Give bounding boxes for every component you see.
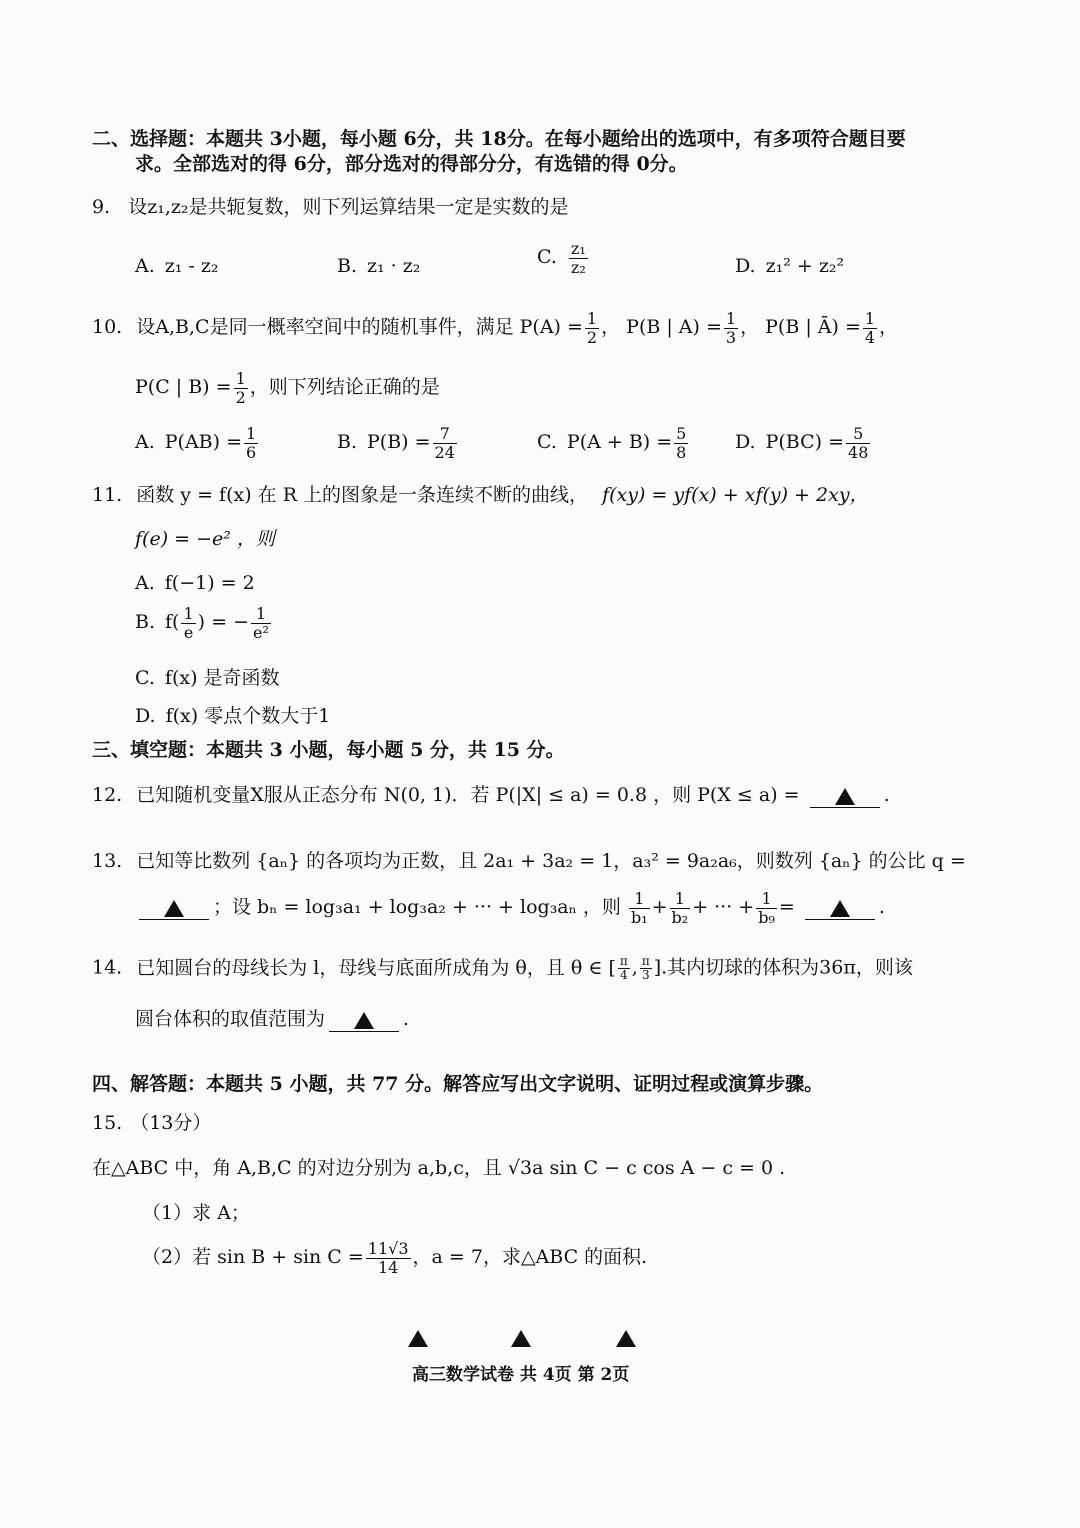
question-9-stem bbox=[92, 196, 568, 219]
triangle-icon bbox=[164, 900, 184, 917]
answer-blank bbox=[810, 784, 880, 808]
q9-option-d: D. z₁² + z₂² bbox=[735, 255, 845, 277]
question-10-stem: 10. 设A,B,C是同一概率空间中的随机事件，满足 P(A) = $\frac{1}{2}$ ， P(B | A) = $\frac{1}{3}$ ， P(B | Ā) = $\frac{1}{4}$ ， bbox=[92, 309, 899, 347]
triangle-icon bbox=[616, 1330, 636, 1347]
question-13-line1: 13. 已知等比数列 {aₙ} 的各项均为正数，且 2a₁ + 3a₂ = 1，a₃² = 9a₂a₆，则数列 {aₙ} 的公比 q = bbox=[92, 850, 966, 872]
triangle-icon bbox=[354, 1012, 374, 1029]
triangle-icon bbox=[408, 1330, 428, 1347]
question-text: 设z₁,z₂是共轭复数，则下列运算结果一定是实数的是 bbox=[128, 196, 569, 218]
footer-triangle-right bbox=[616, 1328, 636, 1347]
question-11-stem-line2: f(e) = −e² ，则 bbox=[135, 528, 275, 550]
q11-option-d: D. f(x) 零点个数大于1 bbox=[135, 705, 331, 727]
question-15-stem: 在△ABC 中，角 A,B,C 的对边分别为 a,b,c，且 √3a sin C − c cos A − c = 0 . bbox=[92, 1157, 786, 1179]
question-14-line1: 14. 已知圆台的母线长为 l，母线与底面所成角为 θ，且 θ ∈ [ $\frac{\pi}{4}$ , $\frac{\pi}{3}$ ].其内切球的体积为36π，则该 bbox=[92, 954, 913, 983]
q11-option-c: C. f(x) 是奇函数 bbox=[135, 667, 280, 689]
answer-blank bbox=[805, 896, 875, 920]
q11-option-b: B. f( $\frac{1}{e}$ ) = − $\frac{1}{\text{e²}}$ bbox=[135, 604, 269, 642]
question-13-line2: ；设 bₙ = log₃a₁ + log₃a₂ + ··· + log₃aₙ ，则 $\frac{1}{\text{b₁}}$ + $\frac{1}{\text{b₂}}$ + ··· + $\frac{1}{\text{b₉}}$ = . bbox=[135, 890, 885, 926]
q10-option-c: C. P(A + B) = $\frac{5}{8}$ bbox=[537, 424, 687, 462]
footer-triangle-middle bbox=[511, 1328, 531, 1347]
question-14-line2: 圆台体积的取值范围为 . bbox=[135, 1008, 410, 1030]
q10-option-b: B. P(B) = $\frac{7}{24}$ bbox=[337, 424, 455, 462]
question-15-part1: （1）求 A； bbox=[142, 1202, 250, 1224]
q10-option-a: A. P(AB) = $\frac{1}{6}$ bbox=[135, 424, 257, 462]
question-15-part2: （2）若 sin B + sin C = $\frac{11√3}{14}$ ，a = 7，求△ABC 的面积. bbox=[142, 1239, 648, 1277]
section-3-header: 三、填空题：本题共 3 小题，每小题 5 分，共 15 分。 bbox=[92, 739, 565, 761]
triangle-icon bbox=[830, 900, 850, 917]
question-12: 12. 已知随机变量X服从正态分布 N(0, 1)．若 P(|X| ≤ a) = 0.8 ，则 P(X ≤ a) = . bbox=[92, 784, 890, 806]
section-2-header-line2: 求。全部选对的得 6分，部分选对的得部分分，有选错的得 0分。 bbox=[135, 153, 688, 175]
q9-option-b: B. z₁ · z₂ bbox=[337, 255, 421, 277]
question-number: 9. bbox=[92, 196, 111, 218]
q11-option-a: A. f(−1) = 2 bbox=[135, 572, 255, 594]
q9-option-a: A. z₁ - z₂ bbox=[135, 255, 219, 277]
question-15-header: 15. （13分） bbox=[92, 1112, 212, 1134]
page-footer: 高三数学试卷 共 4页 第 2页 bbox=[412, 1365, 630, 1385]
q9-option-c: C. $\frac{\text{z₁}}{\text{z₂}}$ bbox=[537, 239, 586, 277]
section-4-header: 四、解答题：本题共 5 小题，共 77 分。解答应写出文字说明、证明过程或演算步骤。 bbox=[92, 1073, 824, 1095]
q10-option-d: D. P(BC) = $\frac{5}{48}$ bbox=[735, 424, 869, 462]
question-11-stem: 11. 函数 y = f(x) 在 R 上的图象是一条连续不断的曲线， f(xy) = yf(x) + xf(y) + 2xy， bbox=[92, 484, 869, 506]
answer-blank bbox=[329, 1008, 399, 1032]
triangle-icon bbox=[835, 788, 855, 805]
triangle-icon bbox=[511, 1330, 531, 1347]
section-2-header-line1: 二、选择题：本题共 3小题，每小题 6分，共 18分。在每小题给出的选项中，有多项符合题目要 bbox=[92, 128, 906, 150]
answer-blank bbox=[139, 896, 209, 920]
footer-triangle-left bbox=[408, 1328, 428, 1347]
question-10-stem-line2: P(C | B) = $\frac{1}{2}$ ，则下列结论正确的是 bbox=[135, 369, 440, 407]
